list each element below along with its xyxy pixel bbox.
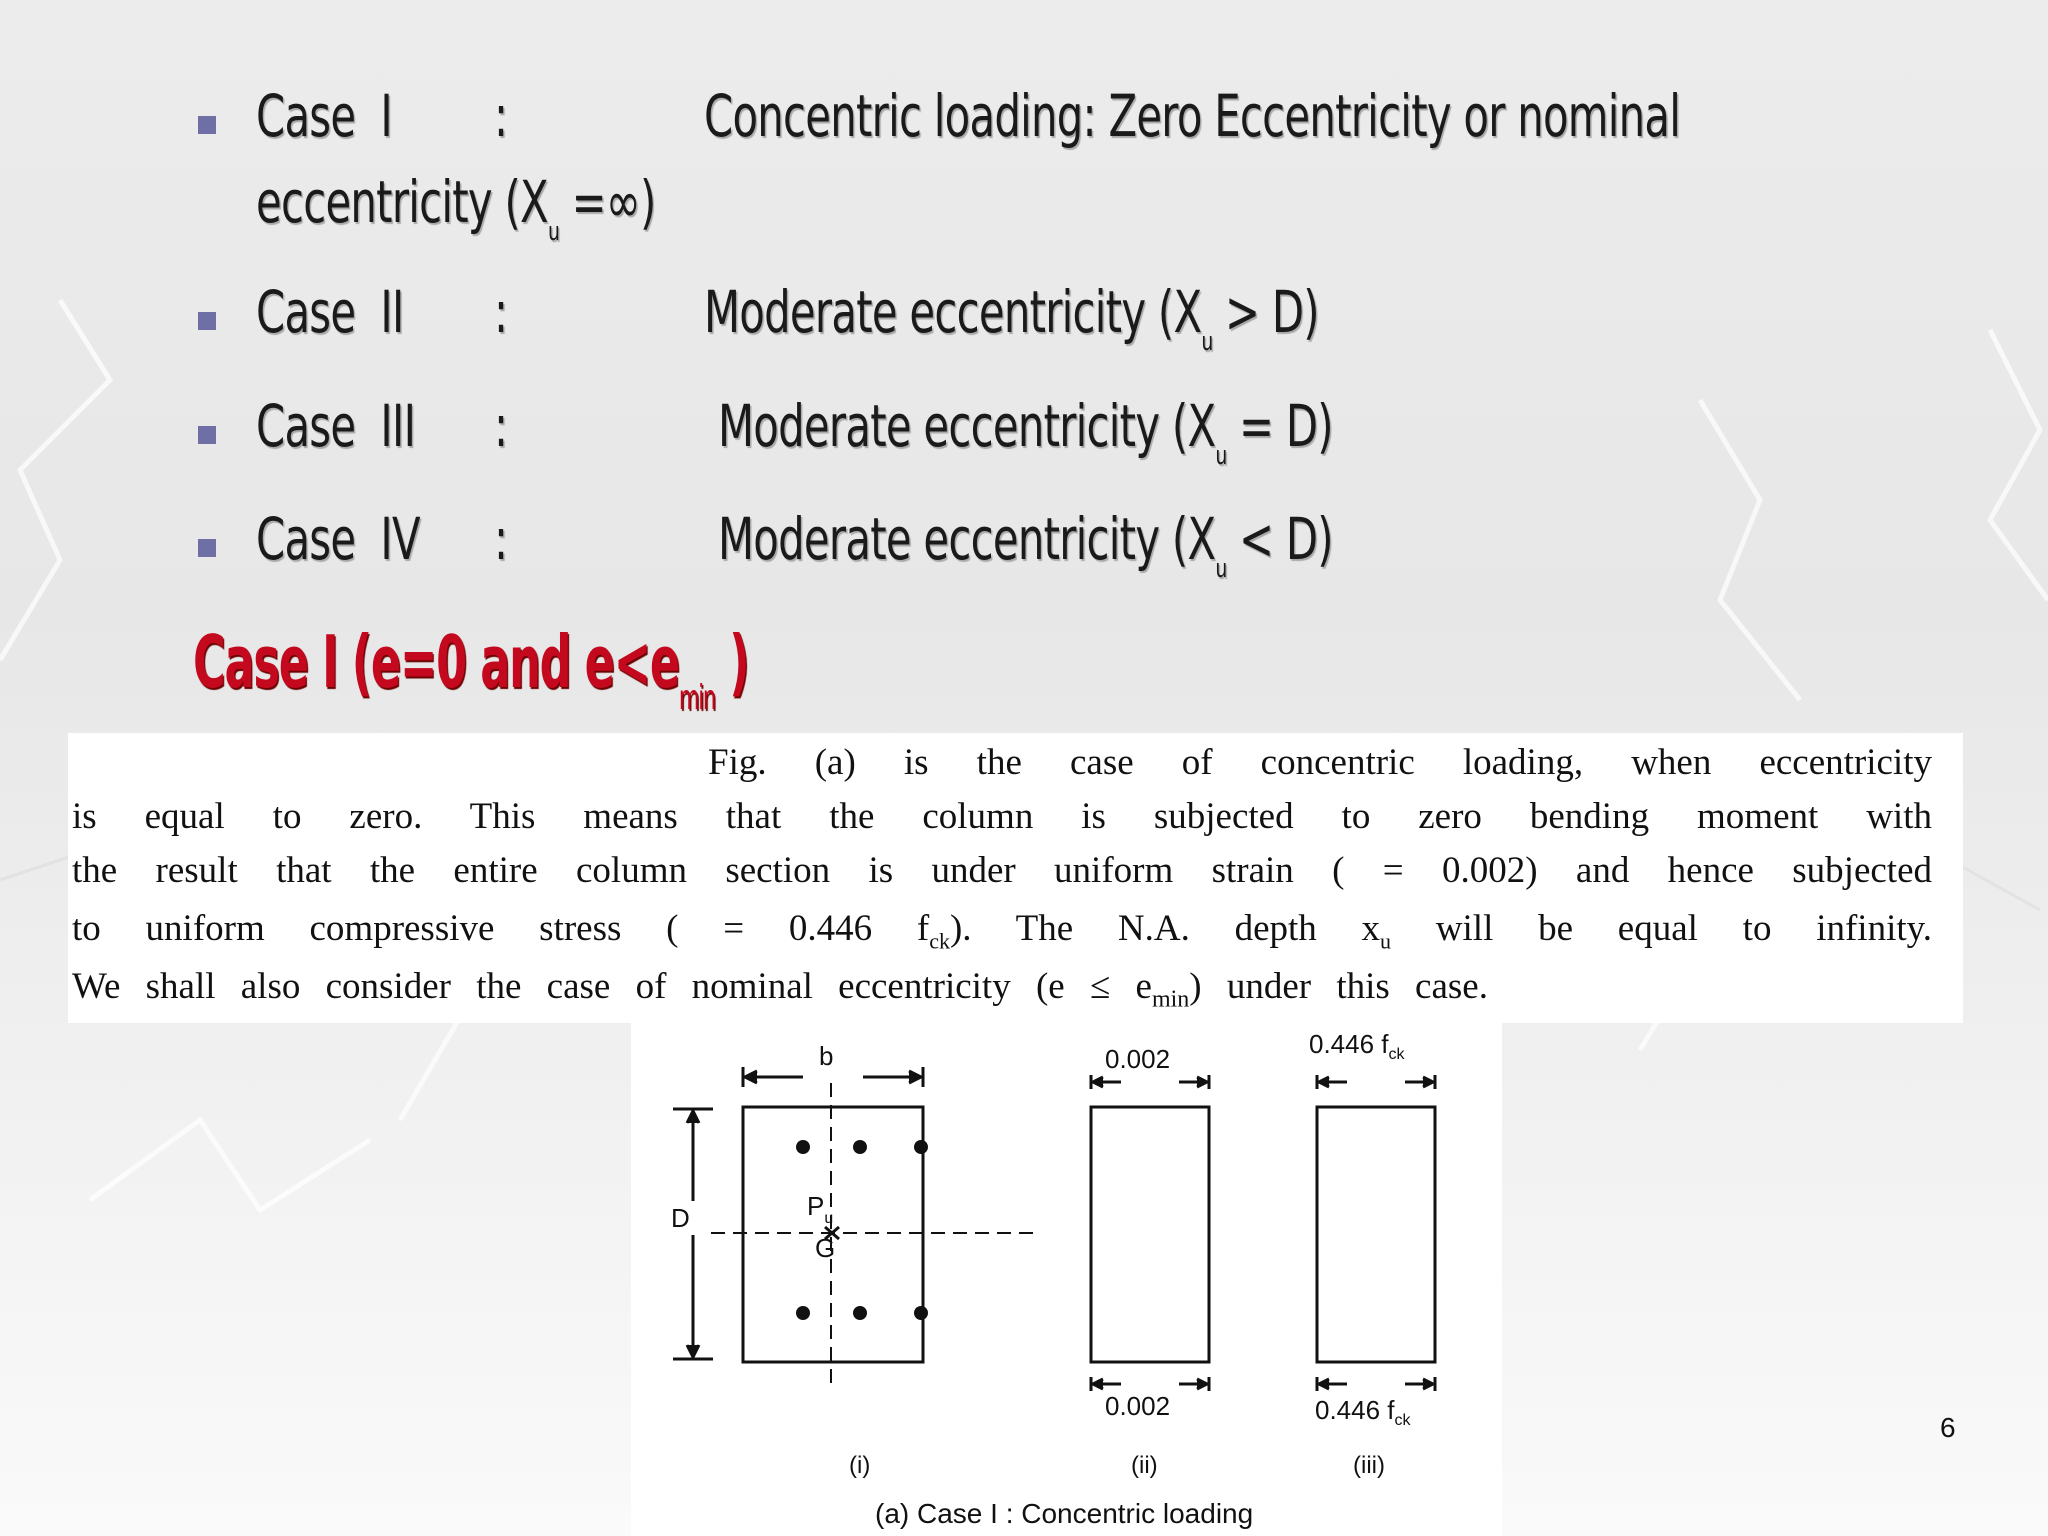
paragraph-block [68,733,1963,1023]
stress-bottom-label: 0.446 $f_{ck}$ [1315,1395,1411,1429]
case-2-label: Case II [256,278,404,346]
case-colon: : [494,278,508,346]
case-1-label [256,82,392,150]
figure-caption: (a) Case I : Concentric loading [875,1498,1254,1529]
stress-diagram [1317,1107,1435,1362]
case-number: I [380,82,393,150]
case-4-description: Moderate eccentricity $(X_u < D)$ [718,505,1333,584]
bullet-icon [198,539,216,557]
bullet-icon [198,426,216,444]
paragraph-line-1: Fig. (a) is the case of concentric loading, when eccentricity [708,742,1932,783]
page-number: 6 [1940,1412,1956,1443]
case-colon: : [494,505,508,573]
paragraph-line-5: We shall also consider the case of nominal eccentricity $(e \le e_{min})$ under this case. [72,966,1488,1013]
strain-top-label: 0.002 [1105,1044,1171,1074]
case-2-description: Moderate eccentricity $(X_u > D)$ [704,278,1319,357]
paragraph-line-3: the result that the entire column section is under uniform strain ( = 0.002) and hence subjected [72,850,1932,891]
bullet-icon [198,116,216,134]
label-iii: (iii) [1353,1452,1385,1479]
case-3-description: Moderate eccentricity $(X_u = D)$ [718,392,1333,471]
case-1-description: Concentric loading: Zero Eccentricity or nominal [704,82,1681,150]
strain-bottom-label: 0.002 [1105,1391,1171,1421]
b-label: b [819,1041,834,1071]
bullet-icon [198,312,216,330]
case-colon: : [494,392,508,460]
section-heading: Case I (e=0 and $e<e_{min}$ ) [193,620,749,718]
reinforcement-bars [796,1140,928,1320]
d-label: D [671,1203,690,1233]
figure-concentric-loading [631,1023,1502,1536]
figure-diagram [631,1023,1502,1536]
case-1-description-line2: eccentricity ($X_u$ =∞) [256,168,656,247]
case-colon: : [494,82,508,150]
case-3-label: Case III [256,392,416,460]
g-label: G [815,1233,836,1263]
stress-top-label: 0.446 $f_{ck}$ [1309,1029,1405,1063]
pu-label: $P_u$ [807,1191,834,1227]
label-i: (i) [849,1452,871,1479]
case-label: Case [256,82,356,150]
strain-diagram [1091,1107,1209,1362]
label-ii: (ii) [1131,1452,1158,1479]
case-4-label: Case IV [256,505,420,573]
paragraph-line-4: to uniform compressive stress ( = 0.446 $f_{ck}$). The N.A. depth $x_u$ will be equal to infinity. [72,908,1932,954]
paragraph-line-2: is equal to zero. This means that the column is subjected to zero bending moment with [72,796,1932,837]
